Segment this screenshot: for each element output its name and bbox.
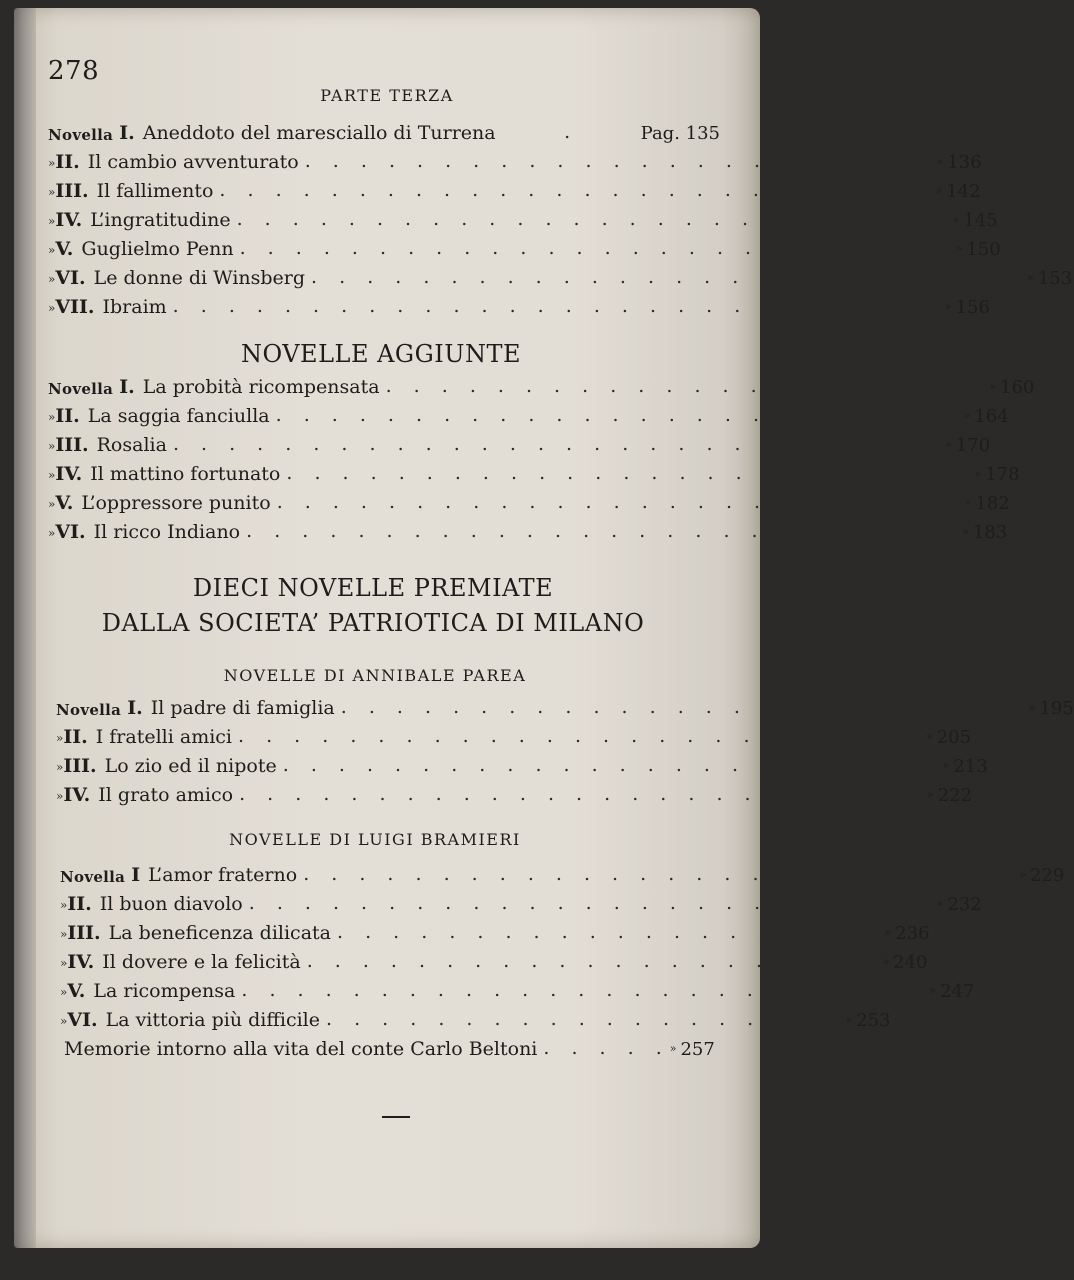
toc-leader-dots: . . . . . . . . . . . . . . . . . . . . . . . . . xyxy=(275,404,964,426)
toc-leader-dots: . . . . . . . . . . . . . . . . . . . . . . . . . . xyxy=(219,179,936,201)
toc-entry[interactable] xyxy=(48,203,998,231)
ditto-mark: » xyxy=(48,243,56,257)
toc-number: VI. xyxy=(67,1009,98,1031)
toc-entry[interactable] xyxy=(48,232,1001,260)
section-heading-parea: NOVELLE DI ANNIBALE PAREA xyxy=(223,666,527,685)
toc-page-ref: » 183 xyxy=(962,522,1008,543)
toc-leader-dots: . . . . . . . . . . . . . . . . . . . . . . . . xyxy=(282,754,943,776)
toc-leader-dots: . . . . . . . . . . . . . . . . . . . xyxy=(326,1008,846,1030)
toc-page-ref: » 160 xyxy=(989,377,1035,398)
toc-entry[interactable] xyxy=(48,428,991,456)
toc-page-ref: » 253 xyxy=(845,1010,891,1031)
ditto-mark: » xyxy=(60,898,68,912)
toc-title: Il dovere e la felicità xyxy=(102,951,301,973)
toc-page-ref: » 142 xyxy=(935,181,981,202)
ditto-mark: » xyxy=(56,731,64,745)
ditto-mark: » xyxy=(48,214,56,228)
toc-leader-dots: . . . . . . . . . . . . . . . . . . . . . . . . . . xyxy=(239,237,956,259)
toc-page-ref: » 164 xyxy=(963,406,1009,427)
toc-leader-dots: . . . . . . . . . . . . . . . . . . . . . . . . . xyxy=(340,696,1029,718)
toc-title: La probità ricompensata xyxy=(142,376,380,398)
toc-title: I fratelli amici xyxy=(95,726,233,748)
toc-number: I. xyxy=(119,122,135,144)
toc-page-ref: » 136 xyxy=(936,152,982,173)
toc-entry[interactable] xyxy=(60,945,928,973)
toc-entry[interactable] xyxy=(48,116,720,144)
toc-number: IV. xyxy=(67,951,95,973)
toc-number: V. xyxy=(67,980,86,1002)
toc-page-ref: » 170 xyxy=(945,435,991,456)
toc-leader-dots: . . . . . . . . . . . . . . . . . . . . . . . xyxy=(304,150,937,172)
toc-entry[interactable] xyxy=(56,749,988,777)
toc-title: L’ingratitudine xyxy=(90,209,231,231)
toc-entry[interactable] xyxy=(56,691,1074,719)
toc-leader-dots: . . . . . . . . . . . . . . . . . . . . . . . . . . xyxy=(303,863,1020,885)
page-number: 278 xyxy=(48,56,100,86)
toc-entry[interactable] xyxy=(48,486,1010,514)
toc-prefix: Novella xyxy=(48,126,114,144)
section-heading-bramieri: NOVELLE DI LUIGI BRAMIERI xyxy=(229,830,521,849)
toc-title: Rosalia xyxy=(96,434,167,456)
toc-number: III. xyxy=(55,180,89,202)
toc-number: I. xyxy=(119,376,135,398)
toc-number: II. xyxy=(55,405,80,427)
toc-page-ref: » 182 xyxy=(964,493,1010,514)
toc-leader-dots: . . . . . . . . . . . . . . . . . . . . . . . . . xyxy=(239,783,928,805)
toc-entry[interactable] xyxy=(48,457,1020,485)
ditto-mark: » xyxy=(48,185,56,199)
toc-leader-dots: . . . . . . . . . . . . . . . . . . . . . xyxy=(306,950,883,972)
toc-page-ref: » 195 xyxy=(1028,698,1074,719)
toc-page-ref: » 153 xyxy=(1027,268,1073,289)
toc-entry[interactable] xyxy=(60,887,982,915)
toc-leader-dots: . . . . . . . . . . . . . . . . . . . . . . . . . . xyxy=(246,520,963,542)
toc-number: V. xyxy=(55,492,74,514)
toc-entry[interactable] xyxy=(48,261,1073,289)
toc-number: VI. xyxy=(55,267,86,289)
toc-title: La vittoria più difficile xyxy=(105,1009,320,1031)
section-heading-dieci-novelle: DIECI NOVELLE PREMIATE xyxy=(192,574,554,602)
toc-title: Il fallimento xyxy=(96,180,214,202)
toc-page-ref: » 145 xyxy=(952,210,998,231)
toc-title: L’oppressore punito xyxy=(81,492,271,514)
ditto-mark: » xyxy=(48,156,56,170)
toc-number: I xyxy=(131,864,141,886)
toc-title: Le donne di Winsberg xyxy=(93,267,306,289)
toc-leader-dots: . . . . . xyxy=(543,1037,670,1059)
toc-title: La saggia fanciulla xyxy=(87,405,270,427)
toc-page-ref: » 222 xyxy=(927,785,973,806)
toc-page-ref: » 178 xyxy=(974,464,1020,485)
toc-number: IV. xyxy=(63,784,91,806)
toc-page-ref: » 240 xyxy=(882,952,928,973)
toc-page-ref: » 213 xyxy=(942,756,988,777)
toc-number: III. xyxy=(55,434,89,456)
toc-page-ref: » 229 xyxy=(1019,865,1065,886)
toc-leader-dots: . . . . . . . . . . . . . . . . . . . . . . . . . xyxy=(286,462,975,484)
toc-leader-dots: . . . . . . . . . . . . . . . . . . . . . . . . . . . . xyxy=(172,433,946,455)
ditto-mark: » xyxy=(48,410,56,424)
toc-number: II. xyxy=(63,726,88,748)
book-page xyxy=(14,8,1074,1248)
toc-page-ref: » 236 xyxy=(884,923,930,944)
toc-number: IV. xyxy=(55,209,83,231)
toc-page-ref: » 156 xyxy=(944,297,990,318)
section-heading-societa-patriotica: DALLA SOCIETA’ PATRIOTICA DI MILANO xyxy=(101,609,645,637)
ditto-mark: » xyxy=(48,526,56,540)
toc-number: V. xyxy=(55,238,74,260)
toc-number: VI. xyxy=(55,521,86,543)
toc-leader-dots: . . . . . . . . . . . . . . . . . . . . . . . . . . xyxy=(236,208,953,230)
toc-page-ref: » 247 xyxy=(929,981,975,1002)
toc-title: La beneficenza dilicata xyxy=(108,922,331,944)
toc-leader-dots: . . . . . . . . . . . . . . . . . . . . . . . . . . . . xyxy=(172,295,945,317)
toc-title: L’amor fraterno xyxy=(148,864,298,886)
toc-leader-dots: . . . . . . . . . . . . . . . . . . . . . . . . . xyxy=(248,892,937,914)
toc-title: Il buon diavolo xyxy=(99,893,243,915)
toc-leader-dots: . . . . . . . . . . . . . . . . . . . . . . . . . . xyxy=(311,266,1028,288)
toc-leader-dots: . . . . . . . . . . . . . . . . . . . . xyxy=(337,921,885,943)
toc-number: III. xyxy=(63,755,97,777)
toc-leader-dots: . . . . . . . . . . . . . . . . . . . . . . . . . xyxy=(241,979,930,1001)
toc-title: Il ricco Indiano xyxy=(93,521,241,543)
ditto-mark: » xyxy=(48,272,56,286)
toc-title: Ibraim xyxy=(102,296,167,318)
toc-entry[interactable] xyxy=(60,1003,891,1031)
toc-number: IV. xyxy=(55,463,83,485)
toc-entry[interactable] xyxy=(56,720,972,748)
toc-entry[interactable] xyxy=(60,858,1065,886)
ditto-mark: » xyxy=(48,301,56,315)
toc-page: Pag. 135 xyxy=(640,123,720,144)
toc-title: Memorie intorno alla vita del conte Carlo Beltoni xyxy=(64,1038,538,1060)
toc-page-ref: » 257 xyxy=(669,1039,715,1060)
toc-prefix: Novella xyxy=(48,380,114,398)
ditto-mark: » xyxy=(48,439,56,453)
toc-number: II. xyxy=(55,151,80,173)
toc-title: Il padre di famiglia xyxy=(150,697,335,719)
toc-title: La ricompensa xyxy=(93,980,236,1002)
toc-title: Guglielmo Penn xyxy=(81,238,234,260)
toc-entry[interactable] xyxy=(48,370,1035,398)
toc-entry[interactable] xyxy=(56,778,973,806)
toc-prefix: Novella xyxy=(56,701,122,719)
closing-rule xyxy=(382,1116,410,1118)
toc-entry[interactable] xyxy=(64,1032,715,1060)
section-heading-parte-terza: PARTE TERZA xyxy=(320,86,454,105)
toc-number: VII. xyxy=(55,296,95,318)
toc-entry[interactable] xyxy=(48,290,990,318)
ditto-mark: » xyxy=(48,497,56,511)
toc-entry[interactable] xyxy=(60,974,975,1002)
toc-title: Il cambio avventurato xyxy=(87,151,299,173)
toc-title: Aneddoto del maresciallo di Turrena xyxy=(142,122,496,144)
ditto-mark: » xyxy=(60,927,68,941)
ditto-mark: » xyxy=(56,789,64,803)
toc-entry[interactable] xyxy=(48,399,1009,427)
toc-page-ref: » 205 xyxy=(925,727,972,748)
toc-page-ref: » 150 xyxy=(955,239,1001,260)
toc-number: I. xyxy=(127,697,143,719)
ditto-mark: » xyxy=(60,985,68,999)
ditto-mark: » xyxy=(48,468,56,482)
toc-entry[interactable] xyxy=(48,515,1008,543)
toc-title: Lo zio ed il nipote xyxy=(104,755,277,777)
toc-prefix: Novella xyxy=(60,868,126,886)
toc-title: Il grato amico xyxy=(98,784,234,806)
toc-entry[interactable] xyxy=(60,916,930,944)
toc-number: III. xyxy=(67,922,101,944)
ditto-mark: » xyxy=(60,1014,68,1028)
toc-leader-dots: . . . . . . . . . . . . . . . . . . . . . . xyxy=(385,375,990,397)
toc-page-ref: » 232 xyxy=(936,894,982,915)
ditto-mark: » xyxy=(56,760,64,774)
toc-leader-dots: . . . . . . . . . . . . . . . . . . . . . . . . . xyxy=(238,725,926,747)
toc-entry[interactable] xyxy=(48,174,981,202)
toc-separator: . xyxy=(564,121,579,143)
ditto-mark: » xyxy=(60,956,68,970)
toc-title: Il mattino fortunato xyxy=(90,463,281,485)
toc-leader-dots: . . . . . . . . . . . . . . . . . . . . . . . . . xyxy=(276,491,965,513)
toc-entry[interactable] xyxy=(48,145,982,173)
section-heading-novelle-aggiunte: NOVELLE AGGIUNTE xyxy=(240,340,522,368)
toc-number: II. xyxy=(67,893,92,915)
